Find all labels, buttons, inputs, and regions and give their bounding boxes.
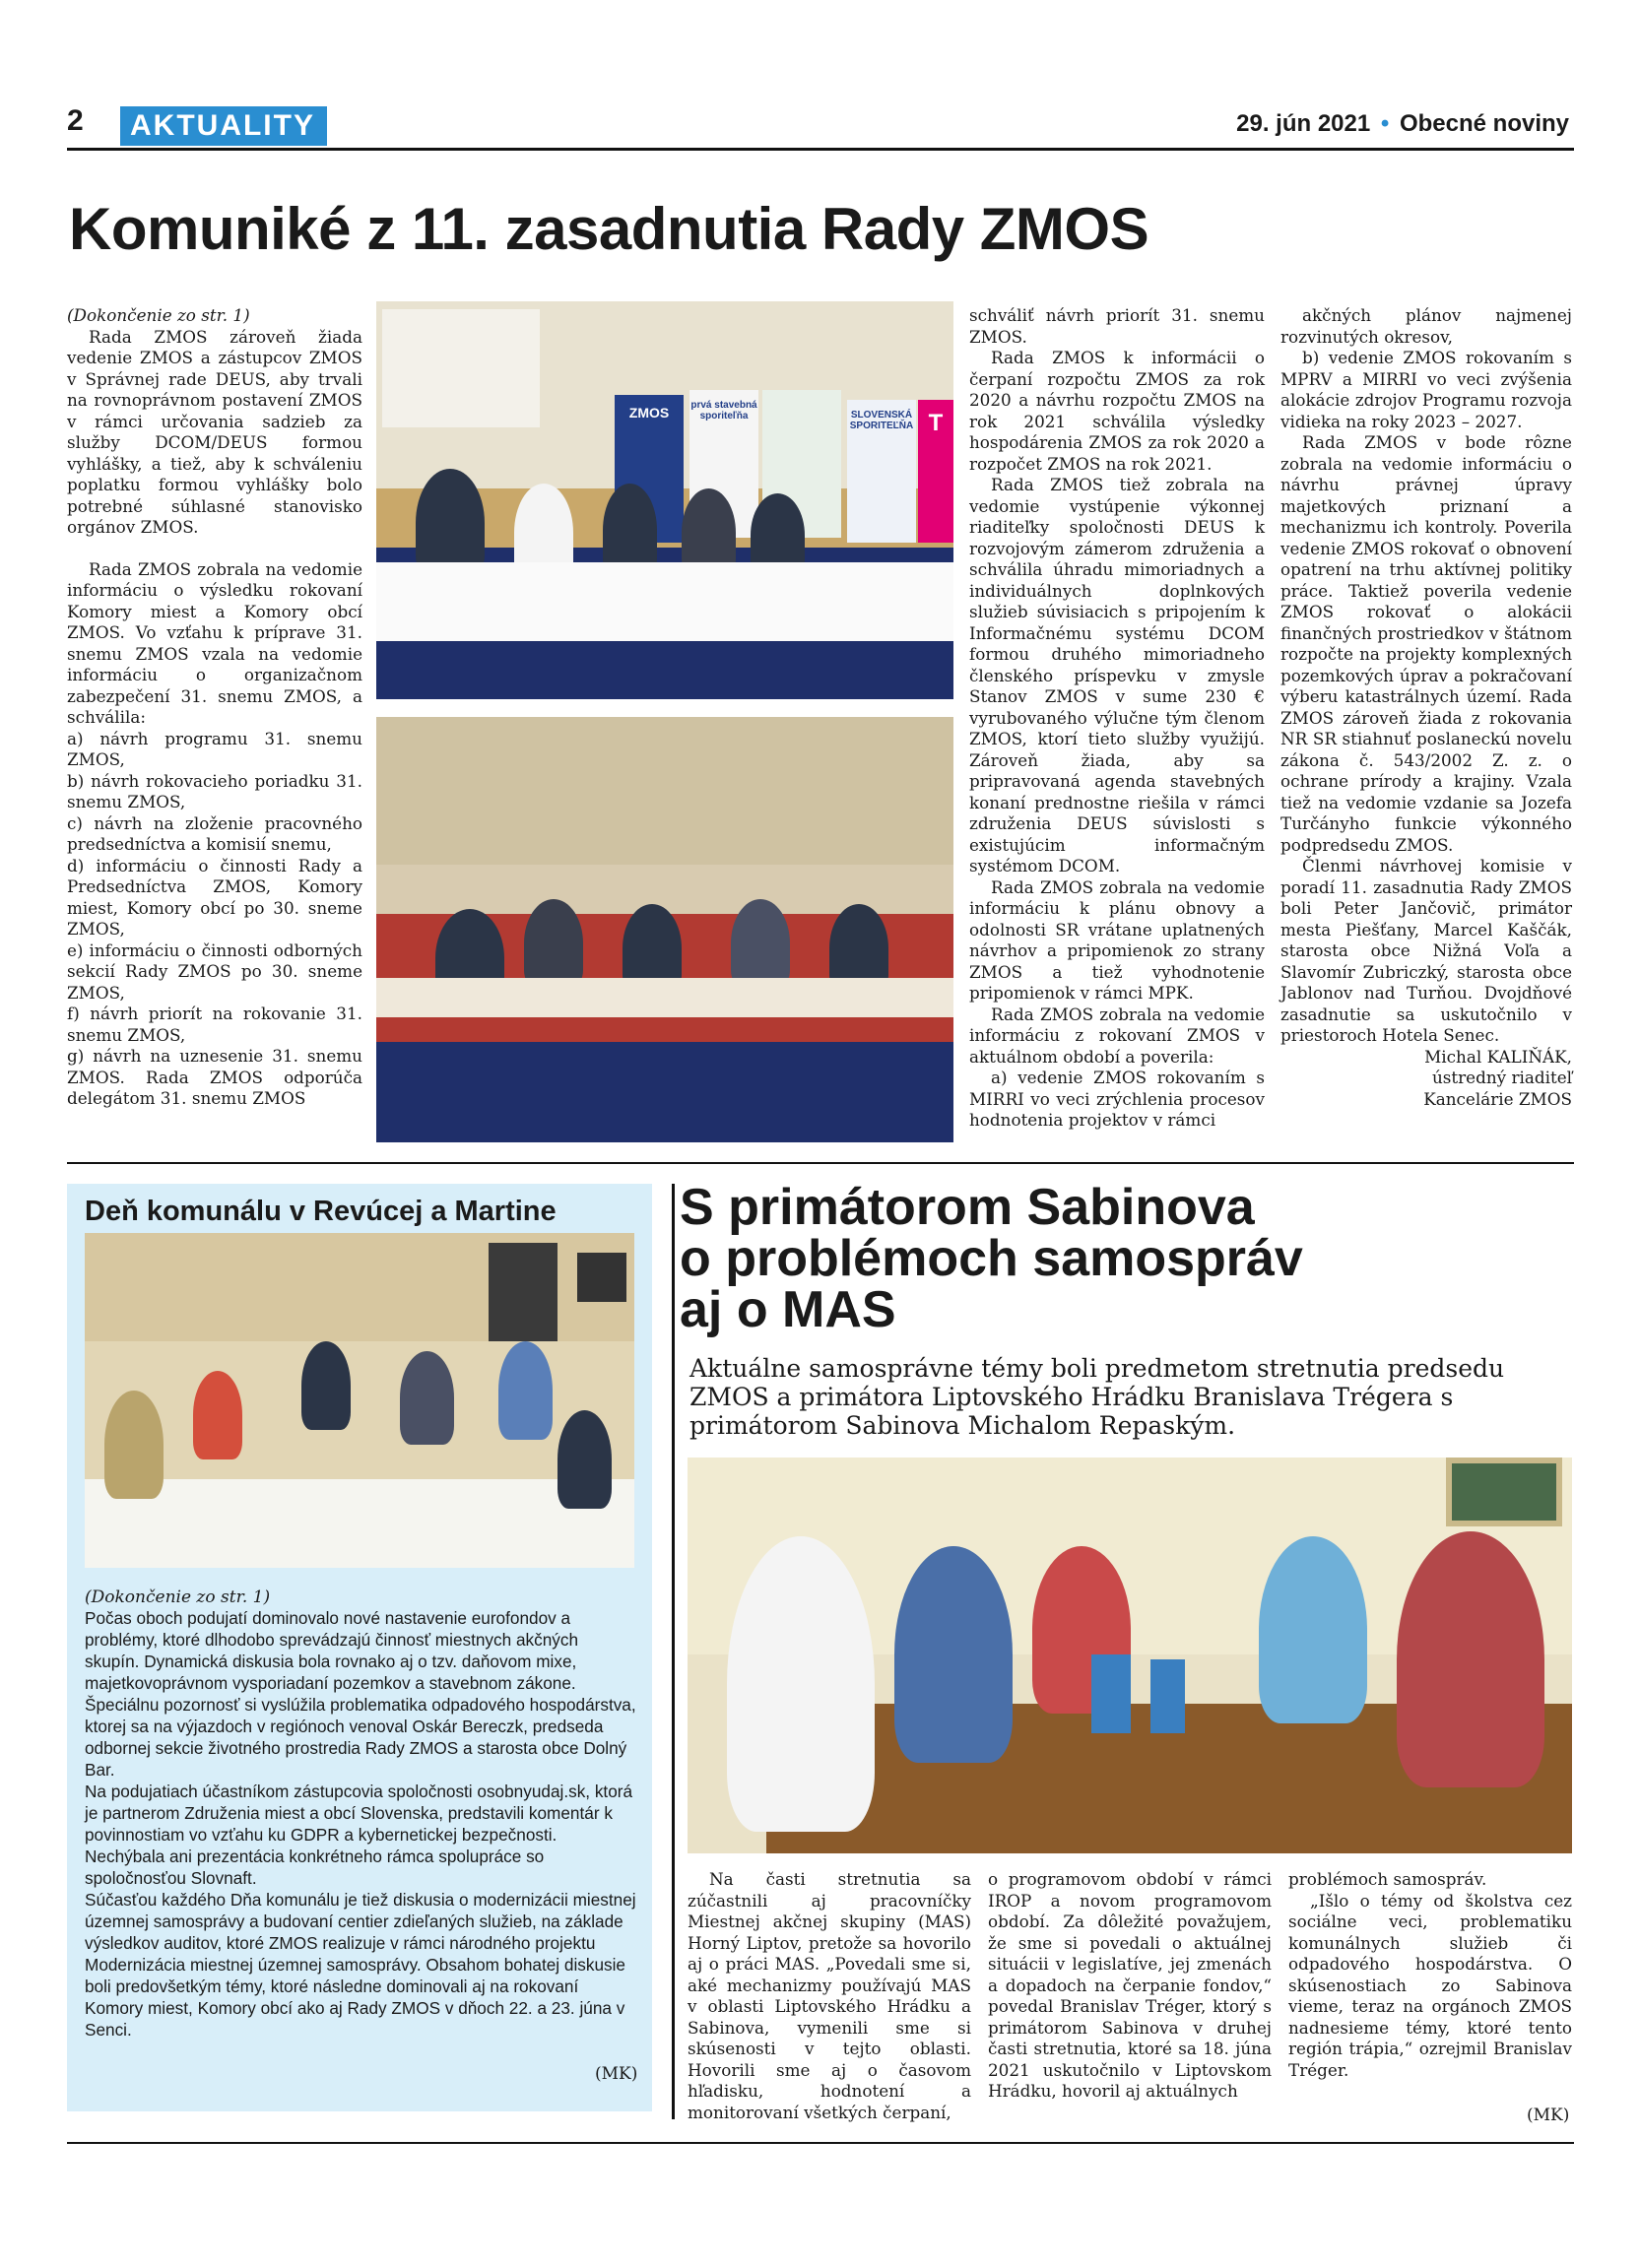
article1-col3-paragraph: Michal KALIŇÁK, bbox=[1424, 1046, 1572, 1067]
banner-sporitelna-text: prvá stavebná sporiteľňa bbox=[690, 400, 757, 421]
article3-col3-para: „Išlo o témy od školstva cez sociálne veci, problematiku komunálnych služieb či odpadového hospodárstva. O skúsenostiach zo Sabinova vieme, teraz na orgánoch ZMOS nadnesieme témy, ktoré tento región trápia,“ ozrejmil Branislav Tréger. bbox=[1288, 1890, 1572, 2080]
article3-column-3 bbox=[1288, 1869, 1572, 2081]
article3-title-line: S primátorom Sabinova bbox=[680, 1179, 1255, 1236]
separator-dot: • bbox=[1380, 110, 1390, 137]
komunal-paragraph: Počas oboch podujatí dominovalo nové nastavenie eurofondov a problémy, ktoré dlhodobo sprevádzajú činnosť miestnych akčných skupín. Dynamická diskusia bola rovnako aj o tzv. daňovom mixe, majetkovoprávnom vysporiadaní pozemkov a stavebnom zákone. Špeciálnu pozornosť si vyslúžila problematika odpadového hospodárstva, ktorej sa na výjazdoch v regiónoch venoval Oskár Bereczk, predseda odbornej sekcie životného prostredia Rady ZMOS a starosta obce Dolný Bar. bbox=[85, 1608, 636, 1780]
article1-column-2 bbox=[969, 305, 1265, 1132]
article3-signature: (MK) bbox=[1527, 2106, 1570, 2125]
article1-col1-paragraph: a) návrh programu 31. snemu ZMOS, bbox=[67, 728, 362, 769]
article1-col1-paragraph: (Dokončenie zo str. 1) bbox=[67, 305, 250, 325]
banner-slsp bbox=[847, 400, 916, 543]
article1-col3-paragraph: akčných plánov najmenej rozvinutých okresov, bbox=[1280, 305, 1572, 347]
article3-column-1: Na časti stretnutia sa zúčastnili aj pracovníčky Miestnej akčnej skupiny (MAS) Horný Liptov, pretože sa hovorilo aj o práci MAS. „Povedali sme si, aké mechanizmy používajú MAS v oblasti Liptovského Hrádku a Sabinova, vymenili sme si skúsenosti v tejto oblasti. Hovorili sme aj o časovom hľadisku, hodnotení a monitorovaní všetkých čerpaní, bbox=[688, 1869, 971, 2122]
photo-sabinov-meeting bbox=[688, 1458, 1572, 1853]
article3-column-2: o programovom období v rámci IROP a novom programovom období. Za dôležité považujem, že sme si povedali o aktuálnej situácii v legislatíve, jej zmenách a dopadoch na čerpanie fondov,“ povedal Branislav Tréger, ktorý s primátorom Sabinova v druhej časti stretnutia, ktoré sa 18. júna 2021 uskutočnilo v Liptovskom Hrádku, hovoril aj aktuálnych bbox=[988, 1869, 1272, 2101]
banner-telekom: T bbox=[918, 400, 953, 543]
article3-title-line: aj o MAS bbox=[680, 1281, 896, 1338]
article1-col1-paragraph: e) informáciu o činnosti odborných sekcií Rady ZMOS po 30. sneme ZMOS, bbox=[67, 940, 362, 1003]
photo-komunal-event bbox=[85, 1233, 634, 1568]
photo-audience bbox=[376, 717, 953, 1142]
article3-title bbox=[680, 1179, 1428, 1338]
article3-col3-para: problémoch samospráv. bbox=[1288, 1869, 1487, 1889]
article1-col1-paragraph: b) návrh rokovacieho poriadku 31. snemu ZMOS, bbox=[67, 770, 362, 811]
article1-col2-paragraph: schváliť návrh priorít 31. snemu ZMOS. bbox=[969, 305, 1265, 347]
article1-col2-paragraph: Rada ZMOS tiež zobrala na vedomie vystúpenie výkonnej riaditeľky spoločnosti DEUS k rozvojovým zámerom združenia a schválila úhradu mimoriadnych a individuálnych doplnkových služieb súvisiacich s pripojením k Informačnému systému DCOM formou druhého mimoriadneho členského príspevku v zmysle Stanov ZMOS v sume 230 € vyrubovaného výlučne tým členom ZMOS, ktorí tieto služby využijú. Zároveň žiada, aby sa pripravovaná agenda stavebných konaní prednostne riešila v rámci združenia DEUS súvislosti s existujúcim informačným systémom DCOM. bbox=[969, 475, 1265, 875]
header-rule bbox=[67, 148, 1574, 151]
banner-zmos: ZMOS bbox=[615, 395, 684, 543]
komunal-paragraph: Na podujatiach účastníkom zástupcovia spoločnosti osobnyudaj.sk, ktorá je partnerom Združenia miest a obcí Slovenska, predstavili komentár k povinnostiam vo vzťahu ku GDPR a kybernetickej bezpečnosti. Nechýbala ani prezentácia konkrétneho rámca spolupráce so spoločnosťou Slovnaft. bbox=[85, 1782, 633, 1888]
komunal-text bbox=[85, 1588, 636, 2041]
article1-col1-paragraph: f) návrh priorít na rokovanie 31. snemu ZMOS, bbox=[67, 1004, 362, 1045]
article1-col3-paragraph: Kancelárie ZMOS bbox=[1423, 1088, 1572, 1109]
article3-title-line: o problémoch samospráv bbox=[680, 1230, 1303, 1287]
article1-col1-paragraph: Rada ZMOS zároveň žiada vedenie ZMOS a zástupcov ZMOS v Správnej rade DEUS, aby trvali na rovnoprávnom postavení ZMOS v rámci určovania sadzieb za služby DCOM/DEUS formou vyhlášky, a tiež, aby k schváleniu poplatku formou vyhlášky bolo potrebné súhlasné stanovisko orgánov ZMOS. bbox=[67, 326, 362, 537]
article1-col2-paragraph: Rada ZMOS k informácii o čerpaní rozpočtu ZMOS za rok 2020 a návrhu rozpočtu ZMOS na rok 2021 schválila výsledky hospodárenia ZMOS za rok 2020 a rozpočet ZMOS na rok 2021. bbox=[969, 348, 1265, 474]
article1-col1-paragraph: c) návrh na zloženie pracovného predsedníctva a komisií snemu, bbox=[67, 812, 362, 854]
article1-col3-paragraph: ústredný riaditeľ bbox=[1431, 1068, 1572, 1087]
issue-date: 29. jún 2021 bbox=[1236, 110, 1371, 137]
article1-col1-paragraph: d) informáciu o činnosti Rady a Predsedníctva ZMOS, Komory miest, Komory obcí po 30. sneme ZMOS, bbox=[67, 855, 362, 939]
article1-col2-paragraph: Rada ZMOS zobrala na vedomie informáciu z rokovaní ZMOS v aktuálnom období a poverila: bbox=[969, 1004, 1265, 1067]
page-number: 2 bbox=[67, 104, 84, 137]
article1-col3-paragraph: b) vedenie ZMOS rokovaním s MPRV a MIRRI vo veci zvýšenia alokácie zdrojov Programu rozvoja vidieka na roky 2023 – 2027. bbox=[1280, 348, 1572, 431]
article1-column-1 bbox=[67, 305, 362, 1110]
article1-col2-paragraph: a) vedenie ZMOS rokovaním s MIRRI vo veci zrýchlenia procesov hodnotenia projektov v rámci bbox=[969, 1068, 1265, 1130]
section-label: AKTUALITY bbox=[120, 106, 327, 146]
article-headline: Komuniké z 11. zasadnutia Rady ZMOS bbox=[69, 196, 1149, 262]
footer-rule bbox=[67, 2142, 1574, 2144]
article3-lead: Aktuálne samosprávne témy boli predmetom stretnutia predsedu ZMOS a primátora Liptovského Hrádku Branislava Trégera s primátorom Sabinova Michalom Repaským. bbox=[689, 1354, 1505, 1440]
article3-rule bbox=[672, 1184, 675, 2119]
article1-col3-paragraph: Rada ZMOS v bode rôzne zobrala na vedomie informáciu o návrhu právnej úpravy majetkových priznaní a mechanizmu ich kontroly. Poverila vedenie ZMOS rokovať o obnovení opatrení na trhu aktívnej politiky práce. Taktiež poverila vedenie ZMOS rokovať o alokácii finančných prostriedkov v štátnom rozpočte na projekty komplexných pozemkových úprav a pokračovaní výberu katastrálnych území. Rada ZMOS zároveň žiada z rokovania NR SR stiahnuť poslaneckú novelu zákona č. 543/2002 Z. z. o ochrane prírody a krajiny. Vzala tiež na vedomie vzdanie sa Jozefa Turčányho funkcie výkonného podpredsedu ZMOS. bbox=[1280, 432, 1572, 855]
article1-col1-paragraph: Rada ZMOS zobrala na vedomie informáciu o výsledku rokovaní Komory miest a Komory obcí ZMOS. Vo vzťahu k príprave 31. snemu ZMOS vzala na vedomie informáciu o organizačnom zabezpečení 31. snemu ZMOS, a schválila: bbox=[67, 558, 362, 727]
publication-name: Obecné noviny bbox=[1399, 110, 1569, 137]
banner-slsp-text: SLOVENSKÁ SPORITEĽŇA bbox=[849, 410, 914, 431]
komunal-paragraph: Súčasťou každého Dňa komunálu je tiež diskusia o modernizácii miestnej územnej samosprávy a budovaní centier zdieľaných služieb, na základe výsledkov auditov, ktoré ZMOS realizuje v rámci národného projektu Modernizácia miestnej územnej samosprávy. Obsahom bohatej diskusie boli predovšetkým témy, ktoré následne dominovali aj na rokovaní Komory miest, Komory obcí ako aj Rady ZMOS v dňoch 22. a 23. júna v Senci. bbox=[85, 1890, 636, 2040]
komunal-continuation: (Dokončenie zo str. 1) bbox=[85, 1588, 271, 1607]
komunal-signature: (MK) bbox=[595, 2064, 638, 2084]
article1-col1-paragraph bbox=[67, 539, 362, 559]
section-rule bbox=[67, 1162, 1574, 1164]
article1-col3-paragraph: Členmi návrhovej komisie v poradí 11. zasadnutia Rady ZMOS boli Peter Jančovič, primátor mesta Piešťany, Marcel Kaščák, starosta obce Nižná Voľa a Slavomír Zubriczký, starosta obce Jablonov nad Turňou. Dvojdňové zasadnutie sa uskutočnilo v priestoroch Hotela Senec. bbox=[1280, 856, 1572, 1045]
article1-col1-paragraph: g) návrh na uznesenie 31. snemu ZMOS. Rada ZMOS odporúča delegátom 31. snemu ZMOS bbox=[67, 1046, 362, 1108]
photo-press-conference bbox=[376, 301, 953, 699]
article1-col2-paragraph: Rada ZMOS zobrala na vedomie informáciu k plánu obnovy a odolnosti SR vrátane uplatnených návrhov a pripomienok zo strany ZMOS a tiež vyhodnotenie pripomienok v rámci MPK. bbox=[969, 876, 1265, 1003]
article1-column-3 bbox=[1280, 305, 1572, 1110]
issue-info bbox=[1236, 110, 1569, 138]
komunal-title: Deň komunálu v Revúcej a Martine bbox=[85, 1196, 557, 1227]
